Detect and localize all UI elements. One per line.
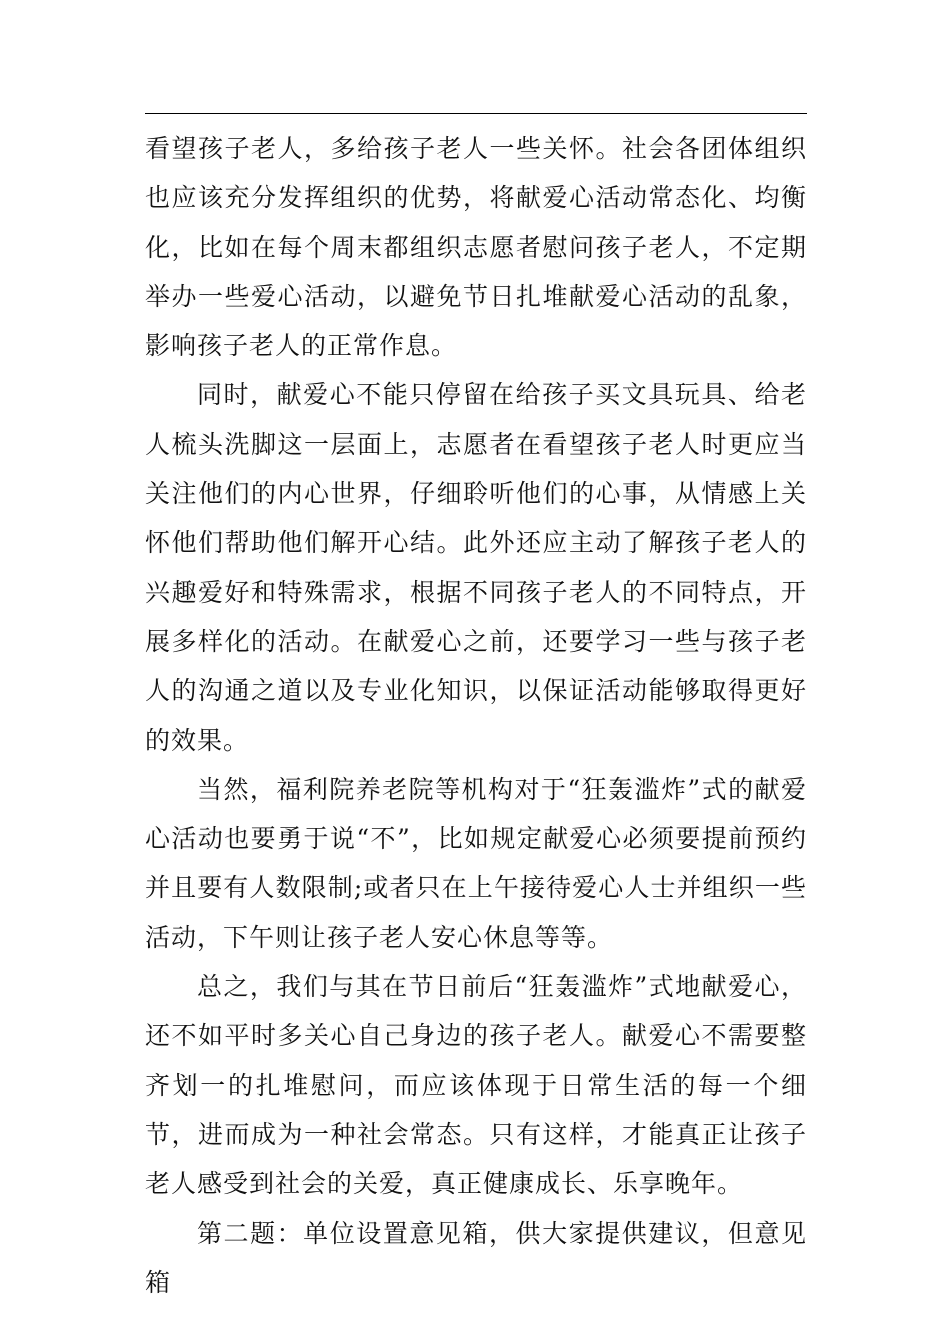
paragraph-1: 看望孩子老人，多给孩子老人一些关怀。社会各团体组织也应该充分发挥组织的优势，将献爱心活动常态化、均衡化，比如在每个周末都组织志愿者慰问孩子老人，不定期举办一些爱心活动，以避免节日扎堆献爱心活动的乱象，影响孩子老人的正常作息。 [145, 134, 807, 361]
paragraph-5: 第二题：单位设置意见箱，供大家提供建议，但意见箱 [145, 1218, 807, 1297]
paragraph-3: 当然，福利院养老院等机构对于“狂轰滥炸”式的献爱心活动也要勇于说“不”，比如规定献爱心必须要提前预约并且要有人数限制;或者只在上午接待爱心人士并组织一些活动，下午则让孩子老人安心休息等等。 [145, 774, 807, 952]
paragraph-4: 总之，我们与其在节日前后“狂轰滥炸”式地献爱心，还不如平时多关心自己身边的孩子老人。献爱心不需要整齐划一的扎堆慰问，而应该体现于日常生活的每一个细节，进而成为一种社会常态。只有这样，才能真正让孩子老人感受到社会的关爱，真正健康成长、乐享晚年。 [145, 972, 807, 1199]
header-rule [145, 113, 807, 114]
body-text [145, 124, 807, 1307]
paragraph-2: 同时，献爱心不能只停留在给孩子买文具玩具、给老人梳头洗脚这一层面上，志愿者在看望孩子老人时更应当关注他们的内心世界，仔细聆听他们的心事，从情感上关怀他们帮助他们解开心结。此外还应主动了解孩子老人的兴趣爱好和特殊需求，根据不同孩子老人的不同特点，开展多样化的活动。在献爱心之前，还要学习一些与孩子老人的沟通之道以及专业化知识，以保证活动能够取得更好的效果。 [145, 380, 807, 755]
